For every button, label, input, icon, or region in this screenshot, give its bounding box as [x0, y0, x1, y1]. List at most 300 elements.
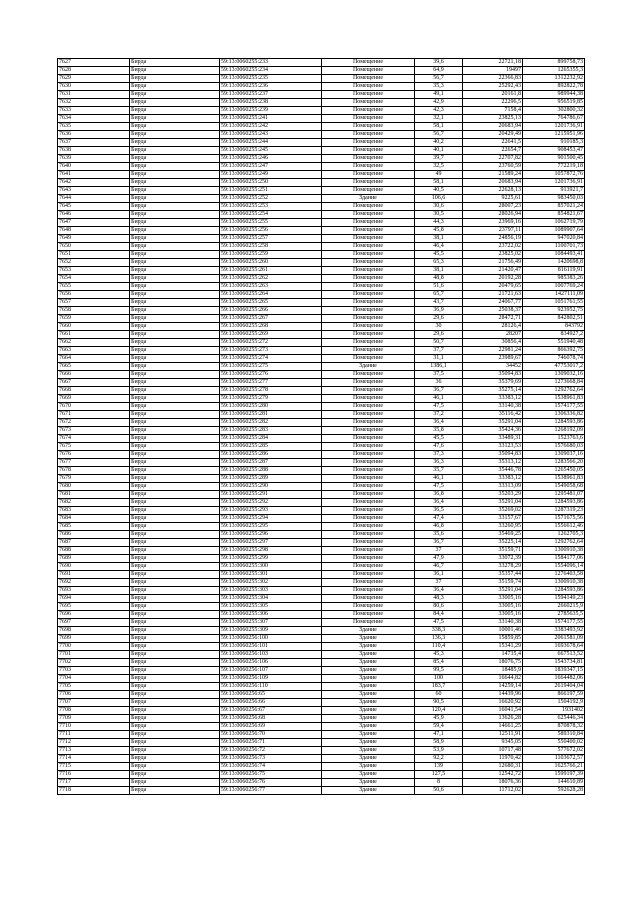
area-value: 46,8: [415, 523, 463, 531]
specific-value: 35291,04: [463, 499, 523, 507]
table-row: [58, 435, 585, 443]
object-type: Помещение: [322, 603, 415, 611]
area-value: 36,9: [415, 307, 463, 315]
table-row: [58, 443, 585, 451]
cadastral-cost: 854821,67: [523, 211, 585, 219]
row-number: 7712: [58, 739, 130, 747]
area-value: 40,1: [415, 147, 463, 155]
specific-value: 23825,02: [463, 251, 523, 259]
object-type: Здание: [322, 707, 415, 715]
cadastral-cost: 302800,32: [523, 107, 585, 115]
area-value: 44,3: [415, 219, 463, 227]
cadastral-cost: 1543734,81: [523, 659, 585, 667]
object-type: Здание: [322, 779, 415, 787]
specific-value: 24067,77: [463, 299, 523, 307]
area-value: 45,5: [415, 435, 463, 443]
object-type: Помещение: [322, 315, 415, 323]
cadastral-number: 59:13:0060255:266: [220, 307, 322, 315]
specific-value: 35424,36: [463, 427, 523, 435]
specific-value: 23989,67: [463, 355, 523, 363]
cadastral-cost: 1312232,92: [523, 75, 585, 83]
cadastral-number: 59:13:0060255:300: [220, 563, 322, 571]
row-number: 7662: [58, 339, 130, 347]
row-number: 7645: [58, 203, 130, 211]
table-row: [58, 275, 585, 283]
object-type: Помещение: [322, 235, 415, 243]
cadastral-cost: 1504192,9: [523, 699, 585, 707]
object-type: Помещение: [322, 163, 415, 171]
district-name: Бирда: [130, 331, 220, 339]
cadastral-cost: 550400,02: [523, 739, 585, 747]
district-name: Бирда: [130, 491, 220, 499]
cadastral-cost: 1273668,84: [523, 379, 585, 387]
district-name: Бирда: [130, 611, 220, 619]
cadastral-cost: 1664482,06: [523, 675, 585, 683]
table-row: [58, 235, 585, 243]
area-value: 37,2: [415, 411, 463, 419]
cadastral-number: 59:13:0060255:309: [220, 627, 322, 635]
row-number: 7700: [58, 643, 130, 651]
specific-value: 20429,49: [463, 131, 523, 139]
specific-value: 16644,82: [463, 675, 523, 683]
table-row: [58, 283, 585, 291]
cadastral-cost: 866392,75: [523, 347, 585, 355]
table-row: [58, 563, 585, 571]
object-type: Здание: [322, 723, 415, 731]
row-number: 7716: [58, 771, 130, 779]
cadastral-cost: 1554096,14: [523, 563, 585, 571]
specific-value: 10001,46: [463, 627, 523, 635]
cadastral-number: 59:13:0060255:245: [220, 147, 322, 155]
area-value: 51,6: [415, 283, 463, 291]
district-name: Бирда: [130, 291, 220, 299]
cadastral-number: 59:13:0060256:101: [220, 643, 322, 651]
row-number: 7713: [58, 747, 130, 755]
area-value: 37,7: [415, 347, 463, 355]
cadastral-cost: 1062719,79: [523, 219, 585, 227]
district-name: Бирда: [130, 187, 220, 195]
specific-value: 33260,95: [463, 523, 523, 531]
district-name: Бирда: [130, 155, 220, 163]
specific-value: 25292,43: [463, 83, 523, 91]
table-row: [58, 219, 585, 227]
object-type: Помещение: [322, 75, 415, 83]
table-row: [58, 547, 585, 555]
cadastral-cost: 1309037,16: [523, 451, 585, 459]
row-number: 7675: [58, 443, 130, 451]
row-number: 7636: [58, 131, 130, 139]
area-value: 35,3: [415, 83, 463, 91]
object-type: Здание: [322, 763, 415, 771]
specific-value: 33313,09: [463, 483, 523, 491]
table-row: [58, 259, 585, 267]
cadastral-cost: 910185,3: [523, 139, 585, 147]
area-value: 39,7: [415, 155, 463, 163]
row-number: 7679: [58, 475, 130, 483]
cadastral-cost: 1007769,24: [523, 283, 585, 291]
specific-value: 24856,19: [463, 235, 523, 243]
cadastral-number: 59:13:0060255:293: [220, 507, 322, 515]
cadastral-number: 59:13:0060255:259: [220, 251, 322, 259]
area-value: 56,7: [415, 131, 463, 139]
cadastral-cost: 2785635,5: [523, 611, 585, 619]
cadastral-cost: 1287319,23: [523, 507, 585, 515]
district-name: Бирда: [130, 459, 220, 467]
district-name: Бирда: [130, 115, 220, 123]
area-value: 29,6: [415, 331, 463, 339]
cadastral-number: 59:13:0060255:292: [220, 499, 322, 507]
cadastral-number: 59:13:0060255:239: [220, 107, 322, 115]
row-number: 7630: [58, 83, 130, 91]
specific-value: 35446,78: [463, 467, 523, 475]
object-type: Помещение: [322, 411, 415, 419]
row-number: 7669: [58, 395, 130, 403]
cadastral-number: 59:13:0060255:263: [220, 283, 322, 291]
specific-value: 28207: [463, 331, 523, 339]
area-value: 47,5: [415, 403, 463, 411]
district-name: Бирда: [130, 475, 220, 483]
object-type: Помещение: [322, 267, 415, 275]
table-row: [58, 755, 585, 763]
area-value: 110,4: [415, 643, 463, 651]
object-type: Помещение: [322, 515, 415, 523]
district-name: Бирда: [130, 723, 220, 731]
cadastral-cost: 1284593,86: [523, 419, 585, 427]
cadastral-cost: 1100701,73: [523, 243, 585, 251]
area-value: 38,1: [415, 267, 463, 275]
row-number: 7647: [58, 219, 130, 227]
district-name: Бирда: [130, 483, 220, 491]
specific-value: 33278,29: [463, 563, 523, 571]
area-value: 36,8: [415, 491, 463, 499]
district-name: Бирда: [130, 107, 220, 115]
table-row: [58, 339, 585, 347]
cadastral-number: 59:13:0060256:67: [220, 707, 322, 715]
cadastral-cost: 989944,38: [523, 91, 585, 99]
cadastral-number: 59:13:0060255:246: [220, 155, 322, 163]
cadastral-number: 59:13:0060255:267: [220, 315, 322, 323]
specific-value: 13626,28: [463, 715, 523, 723]
area-value: 85,4: [415, 659, 463, 667]
cadastral-number: 59:13:0060255:297: [220, 539, 322, 547]
area-value: 35,6: [415, 531, 463, 539]
cadastral-number: 59:13:0060255:284: [220, 435, 322, 443]
table-row: [58, 483, 585, 491]
area-value: 32,5: [415, 163, 463, 171]
district-name: Бирда: [130, 779, 220, 787]
specific-value: 35379,69: [463, 379, 523, 387]
cadastral-cost: 625446,34: [523, 715, 585, 723]
cadastral-number: 59:13:0060255:233: [220, 59, 322, 67]
district-name: Бирда: [130, 419, 220, 427]
cadastral-number: 59:13:0060256:69: [220, 723, 322, 731]
specific-value: 23797,11: [463, 227, 523, 235]
object-type: Помещение: [322, 339, 415, 347]
object-type: Помещение: [322, 547, 415, 555]
district-name: Бирда: [130, 395, 220, 403]
district-name: Бирда: [130, 771, 220, 779]
row-number: 7692: [58, 579, 130, 587]
row-number: 7694: [58, 595, 130, 603]
object-type: Помещение: [322, 131, 415, 139]
cadastral-number: 59:13:0060255:262: [220, 275, 322, 283]
specific-value: 33005,16: [463, 611, 523, 619]
cadastral-number: 59:13:0060255:260: [220, 259, 322, 267]
row-number: 7718: [58, 787, 130, 795]
specific-value: 19497: [463, 67, 523, 75]
district-name: Бирда: [130, 539, 220, 547]
specific-value: 35291,04: [463, 419, 523, 427]
specific-value: 20683,94: [463, 179, 523, 187]
district-name: Бирда: [130, 643, 220, 651]
table-row: [58, 659, 585, 667]
table-row: [58, 123, 585, 131]
cadastral-number: 59:13:0060255:305: [220, 603, 322, 611]
object-type: Помещение: [322, 115, 415, 123]
object-type: Помещение: [322, 539, 415, 547]
cadastral-number: 59:13:0060255:253: [220, 203, 322, 211]
district-name: Бирда: [130, 219, 220, 227]
specific-value: 15859,85: [463, 635, 523, 643]
specific-value: 34452: [463, 363, 523, 371]
area-value: 47,6: [415, 443, 463, 451]
table-row: [58, 195, 585, 203]
cadastral-number: 59:13:0060256:74: [220, 763, 322, 771]
area-value: 30: [415, 323, 463, 331]
cadastral-cost: 1574177,55: [523, 619, 585, 627]
area-value: 36,4: [415, 419, 463, 427]
cadastral-cost: 3383493,92: [523, 627, 585, 635]
object-type: Здание: [322, 715, 415, 723]
specific-value: 33383,12: [463, 475, 523, 483]
table-row: [58, 67, 585, 75]
district-name: Бирда: [130, 683, 220, 691]
object-type: Помещение: [322, 187, 415, 195]
table-row: [58, 75, 585, 83]
area-value: 47,9: [415, 555, 463, 563]
cadastral-number: 59:13:0060255:291: [220, 491, 322, 499]
table-row: [58, 427, 585, 435]
cadastral-number: 59:13:0060255:296: [220, 531, 322, 539]
district-name: Бирда: [130, 739, 220, 747]
row-number: 7709: [58, 715, 130, 723]
area-value: 48,3: [415, 595, 463, 603]
area-value: 32,1: [415, 115, 463, 123]
cadastral-cost: 2619404,04: [523, 683, 585, 691]
row-number: 7653: [58, 267, 130, 275]
cadastral-number: 59:13:0060256:109: [220, 675, 322, 683]
object-type: Помещение: [322, 99, 415, 107]
district-name: Бирда: [130, 555, 220, 563]
cadastral-cost: 746078,74: [523, 355, 585, 363]
object-type: Помещение: [322, 491, 415, 499]
cadastral-number: 59:13:0060256:76: [220, 779, 322, 787]
cadastral-cost: 1574177,55: [523, 403, 585, 411]
table-row: [58, 379, 585, 387]
cadastral-cost: 144610,89: [523, 779, 585, 787]
cadastral-number: 59:13:0060255:280: [220, 403, 322, 411]
specific-value: 18076,36: [463, 779, 523, 787]
table-row: [58, 115, 585, 123]
cadastral-number: 59:13:0060255:247: [220, 163, 322, 171]
specific-value: 16041,54: [463, 707, 523, 715]
cadastral-number: 59:13:0060255:288: [220, 467, 322, 475]
cadastral-number: 59:13:0060255:252: [220, 195, 322, 203]
object-type: Помещение: [322, 595, 415, 603]
table-row: [58, 315, 585, 323]
cadastral-number: 59:13:0060256:107: [220, 667, 322, 675]
row-number: 7684: [58, 515, 130, 523]
specific-value: 28472,71: [463, 315, 523, 323]
specific-value: 23760,59: [463, 163, 523, 171]
district-name: Бирда: [130, 203, 220, 211]
object-type: Здание: [322, 683, 415, 691]
specific-value: 15341,29: [463, 643, 523, 651]
row-number: 7711: [58, 731, 130, 739]
specific-value: 28007,23: [463, 203, 523, 211]
table-row: [58, 347, 585, 355]
area-value: 90,5: [415, 699, 463, 707]
cadastral-cost: 842802,51: [523, 315, 585, 323]
cadastral-number: 59:13:0060255:298: [220, 547, 322, 555]
table-row: [58, 571, 585, 579]
table-row: [58, 163, 585, 171]
specific-value: 22721,18: [463, 59, 523, 67]
cadastral-cost: 1625766,21: [523, 763, 585, 771]
area-value: 43,7: [415, 299, 463, 307]
cadastral-number: 59:13:0060256:103: [220, 651, 322, 659]
row-number: 7704: [58, 675, 130, 683]
object-type: Помещение: [322, 219, 415, 227]
district-name: Бирда: [130, 667, 220, 675]
row-number: 7674: [58, 435, 130, 443]
cadastral-number: 59:13:0060255:289: [220, 475, 322, 483]
specific-value: 22707,82: [463, 155, 523, 163]
cadastral-number: 59:13:0060255:299: [220, 555, 322, 563]
table-row: [58, 363, 585, 371]
cadastral-cost: 1283566,20: [523, 459, 585, 467]
object-type: Здание: [322, 195, 415, 203]
district-name: Бирда: [130, 651, 220, 659]
specific-value: 22981,24: [463, 347, 523, 355]
specific-value: 18076,75: [463, 659, 523, 667]
table-row: [58, 587, 585, 595]
district-name: Бирда: [130, 59, 220, 67]
cadastral-number: 59:13:0060255:235: [220, 75, 322, 83]
specific-value: 22654,7: [463, 147, 523, 155]
district-name: Бирда: [130, 531, 220, 539]
object-type: Помещение: [322, 571, 415, 579]
area-value: 49: [415, 171, 463, 179]
area-value: 45,5: [415, 251, 463, 259]
cadastral-cost: 857021,24: [523, 203, 585, 211]
district-name: Бирда: [130, 595, 220, 603]
area-value: 40,5: [415, 187, 463, 195]
cadastral-number: 59:13:0060256:77: [220, 787, 322, 795]
district-name: Бирда: [130, 731, 220, 739]
table-row: [58, 539, 585, 547]
area-value: 49,1: [415, 91, 463, 99]
table-row: [58, 619, 585, 627]
row-number: 7638: [58, 147, 130, 155]
specific-value: 35357,44: [463, 571, 523, 579]
area-value: 139: [415, 763, 463, 771]
area-value: 127,5: [415, 771, 463, 779]
district-name: Бирда: [130, 627, 220, 635]
area-value: 37,3: [415, 451, 463, 459]
area-value: 50,7: [415, 339, 463, 347]
district-name: Бирда: [130, 259, 220, 267]
area-value: 58,1: [415, 179, 463, 187]
area-value: 46,1: [415, 395, 463, 403]
area-value: 64,9: [415, 67, 463, 75]
table-row: [58, 451, 585, 459]
table-row: [58, 459, 585, 467]
district-name: Бирда: [130, 347, 220, 355]
specific-value: 33140,38: [463, 619, 523, 627]
table-row: [58, 555, 585, 563]
district-name: Бирда: [130, 659, 220, 667]
table-row: [58, 411, 585, 419]
table-row: [58, 771, 585, 779]
cadastral-number: 59:13:0060255:295: [220, 523, 322, 531]
cadastral-number: 59:13:0060255:301: [220, 571, 322, 579]
district-name: Бирда: [130, 211, 220, 219]
cadastral-number: 59:13:0060255:251: [220, 187, 322, 195]
district-name: Бирда: [130, 403, 220, 411]
cadastral-cost: 1201736,91: [523, 123, 585, 131]
area-value: 35,7: [415, 467, 463, 475]
area-value: 80,6: [415, 603, 463, 611]
specific-value: 16620,92: [463, 699, 523, 707]
district-name: Бирда: [130, 707, 220, 715]
row-number: 7707: [58, 699, 130, 707]
row-number: 7677: [58, 459, 130, 467]
row-number: 7689: [58, 555, 130, 563]
row-number: 7688: [58, 547, 130, 555]
cadastral-cost: 1693678,64: [523, 643, 585, 651]
cadastral-cost: 956519,85: [523, 99, 585, 107]
specific-value: 33005,16: [463, 595, 523, 603]
table-row: [58, 739, 585, 747]
table-row: [58, 371, 585, 379]
specific-value: 25038,37: [463, 307, 523, 315]
table-row: [58, 131, 585, 139]
district-name: Бирда: [130, 339, 220, 347]
table-row: [58, 731, 585, 739]
object-type: Помещение: [322, 179, 415, 187]
cadastral-number: 59:13:0060255:294: [220, 515, 322, 523]
object-type: Помещение: [322, 147, 415, 155]
area-value: 30,5: [415, 211, 463, 219]
row-number: 7649: [58, 235, 130, 243]
area-value: 47,1: [415, 731, 463, 739]
cadastral-cost: 843792: [523, 323, 585, 331]
district-name: Бирда: [130, 139, 220, 147]
specific-value: 33140,38: [463, 403, 523, 411]
table-row: [58, 651, 585, 659]
cadastral-cost: 1306336,82: [523, 411, 585, 419]
cadastral-number: 59:13:0060255:282: [220, 419, 322, 427]
district-name: Бирда: [130, 387, 220, 395]
area-value: 42,9: [415, 99, 463, 107]
table-row: [58, 179, 585, 187]
cadastral-number: 59:13:0060256:68: [220, 715, 322, 723]
district-name: Бирда: [130, 363, 220, 371]
cadastral-number: 59:13:0060255:264: [220, 291, 322, 299]
district-name: Бирда: [130, 243, 220, 251]
area-value: 35,8: [415, 427, 463, 435]
